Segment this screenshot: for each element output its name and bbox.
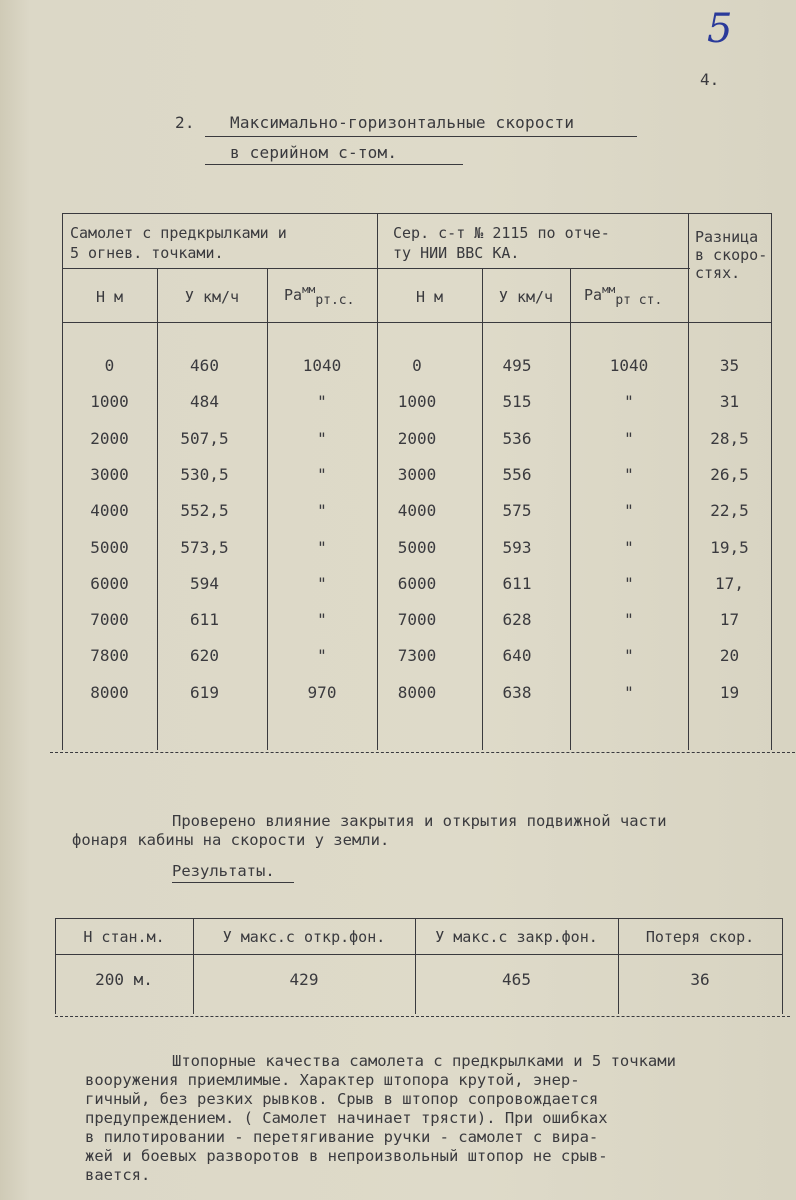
title-underline-1 <box>205 136 637 137</box>
table-cell-d: 22,5 <box>710 501 749 521</box>
table-cell-d: 17, <box>715 573 744 593</box>
paragraph2-line2: вооружения приемлимые. Характер штопора крутой, энер- <box>85 1071 580 1089</box>
table-cell-h2: 2000 <box>397 428 437 448</box>
table-cell-p1: 970 <box>307 682 337 702</box>
table-cell-p1: 1040 <box>302 356 342 375</box>
table-cell-v1: 460 <box>190 356 219 375</box>
table-cell-v2: 495 <box>502 356 532 375</box>
table-cell-v1: 594 <box>190 573 219 593</box>
table2-cell-closed: 465 <box>502 970 531 989</box>
table-cell-d: 26,5 <box>710 464 749 484</box>
page-number: 4. <box>700 70 720 89</box>
table2-header-closed: У макс.с закр.фон. <box>435 928 598 946</box>
table2-header-open: У макс.с откр.фон. <box>222 928 386 946</box>
table-cell-v1: 530,5 <box>180 464 229 484</box>
table-cell-d: 19,5 <box>710 537 749 557</box>
table2-vline-right <box>782 918 783 1014</box>
table-cell-p2: " <box>624 464 634 484</box>
table-cell-v2: 575 <box>502 501 532 521</box>
table2-header-loss: Потеря скор. <box>645 928 755 946</box>
table1-header-bottom <box>62 322 772 323</box>
col-header-pa2-sup: мм <box>602 283 616 296</box>
col-header-pa2 <box>584 283 663 308</box>
table2-cell-open: 429 <box>289 970 319 989</box>
table-cell-d: 31 <box>719 392 740 412</box>
table-cell-v1: 573,5 <box>180 537 229 557</box>
table-cell-h1: 3000 <box>90 464 129 484</box>
table-cell-p2: 1040 <box>609 356 649 375</box>
table-cell-h1: 6000 <box>90 573 129 593</box>
table-cell-h1: 0 <box>104 356 115 375</box>
paragraph2-line5: в пилотировании - перетягивание ручки - самолет с вира- <box>85 1128 599 1146</box>
diff-header-line2: в скоро- <box>695 246 768 264</box>
table-cell-p2: " <box>624 392 634 412</box>
table-cell-p2: " <box>624 573 634 593</box>
title-underline-2 <box>205 164 463 165</box>
table-cell-v2: 536 <box>502 428 532 448</box>
table-cell-h1: 7800 <box>90 646 129 666</box>
table-cell-h2: 7300 <box>397 646 437 666</box>
table2-cell-height: 200 м. <box>95 970 153 989</box>
table-cell-d: 17 <box>719 610 740 630</box>
paragraph1-line1: Проверено влияние закрытия и открытия подвижной части <box>172 812 667 830</box>
table-cell-d: 19 <box>719 682 740 702</box>
table1-top-border <box>62 213 772 214</box>
table-cell-p1: " <box>317 537 327 557</box>
table-cell-h2: 4000 <box>397 501 437 521</box>
diff-header-line3: стях. <box>695 264 741 282</box>
section-number: 2. <box>175 113 195 132</box>
table-cell-h1: 5000 <box>90 537 129 557</box>
table-cell-p2: " <box>624 501 634 521</box>
table-cell-v2: 611 <box>502 573 532 593</box>
col-header-pa1-sub: рт.с. <box>315 293 355 308</box>
table-cell-v2: 638 <box>502 682 532 702</box>
table1-vline-right <box>771 213 772 750</box>
table-cell-h2: 0 <box>412 356 422 375</box>
table-cell-v1: 611 <box>190 610 219 630</box>
group2-header-line1: Сер. с-т № 2115 по отче- <box>393 224 610 242</box>
table-cell-h1: 1000 <box>90 392 129 412</box>
results-heading: Результаты. <box>172 862 275 880</box>
table-cell-h2: 5000 <box>397 537 437 557</box>
table-cell-d: 28,5 <box>710 428 749 448</box>
col-header-pa2-sub: рт ст. <box>615 293 663 308</box>
group2-header-line2: ту НИИ ВВС КА. <box>393 244 520 262</box>
table2-top-border <box>55 918 783 919</box>
diff-header-line1: Разница <box>695 228 759 246</box>
results-underline <box>172 882 294 883</box>
table-cell-p1: " <box>317 428 327 448</box>
table-cell-h2: 3000 <box>397 464 437 484</box>
col-header-pa1 <box>284 283 355 308</box>
paragraph2-line1: Штопорные качества самолета с предкрылками и 5 точками <box>172 1052 676 1070</box>
table-cell-d: 35 <box>719 356 740 375</box>
table2-cell-loss: 36 <box>690 970 710 989</box>
table-cell-v2: 640 <box>502 646 532 666</box>
paragraph2-line3: гичный, без резких рывков. Срыв в штопор сопровождается <box>85 1090 599 1108</box>
table-cell-h2: 6000 <box>397 573 437 593</box>
table-cell-v1: 484 <box>190 392 219 412</box>
table-cell-p1: " <box>317 610 327 630</box>
table-cell-h2: 8000 <box>397 682 437 702</box>
table-cell-v1: 619 <box>190 682 219 702</box>
group1-header-line1: Самолет с предкрылками и <box>70 224 287 242</box>
table-cell-v2: 628 <box>502 610 532 630</box>
table-cell-p2: " <box>624 682 634 702</box>
col-header-pa2-main: Ра <box>584 286 603 304</box>
table-cell-h1: 8000 <box>90 682 129 702</box>
table-cell-v1: 620 <box>190 646 219 666</box>
table-cell-v2: 515 <box>502 392 532 412</box>
table-cell-h1: 4000 <box>90 501 129 521</box>
col-header-v1: У км/ч <box>184 288 240 306</box>
table-cell-v1: 507,5 <box>180 428 229 448</box>
table-cell-p1: " <box>317 573 327 593</box>
table-cell-d: 20 <box>719 646 740 666</box>
table-cell-v2: 556 <box>502 464 532 484</box>
table-cell-v1: 552,5 <box>180 501 229 521</box>
table1-bottom-border <box>50 752 795 753</box>
col-header-v2: У км/ч <box>498 288 554 306</box>
table-cell-p1: " <box>317 392 327 412</box>
paragraph2-line6: жей и боевых разворотов в непроизвольный штопор не срыв- <box>85 1147 608 1165</box>
section-title-line2: в серийном с-том. <box>230 143 398 162</box>
table-cell-v2: 593 <box>502 537 532 557</box>
table-cell-p1: " <box>317 464 327 484</box>
table2-header-bottom <box>55 954 783 955</box>
table-cell-h1: 2000 <box>90 428 129 448</box>
table-cell-p1: " <box>317 646 327 666</box>
table-cell-h2: 1000 <box>397 392 437 412</box>
table2-header-height: Н стан.м. <box>83 928 165 946</box>
handwritten-page-number: 5 <box>707 6 733 52</box>
paragraph1-line2: фонаря кабины на скорости у земли. <box>72 831 390 849</box>
group1-header-line2: 5 огнев. точками. <box>70 244 224 262</box>
table-cell-p2: " <box>624 646 634 666</box>
table-cell-p2: " <box>624 428 634 448</box>
table-cell-h2: 7000 <box>397 610 437 630</box>
paragraph2-line7: вается. <box>85 1166 151 1184</box>
col-header-h1: Н м <box>95 288 124 306</box>
table2-bottom-border <box>55 1016 790 1017</box>
table-cell-p1: " <box>317 501 327 521</box>
section-title-line1: Максимально-горизонтальные скорости <box>230 113 575 132</box>
paragraph2-line4: предупреждением. ( Самолет начинает трясти). При ошибках <box>85 1109 608 1127</box>
col-header-pa1-sup: мм <box>302 283 316 296</box>
col-header-pa1-main: Ра <box>284 286 303 304</box>
table-cell-p2: " <box>624 537 634 557</box>
table-cell-h1: 7000 <box>90 610 129 630</box>
col-header-h2: Н м <box>415 288 444 306</box>
table-cell-p2: " <box>624 610 634 630</box>
